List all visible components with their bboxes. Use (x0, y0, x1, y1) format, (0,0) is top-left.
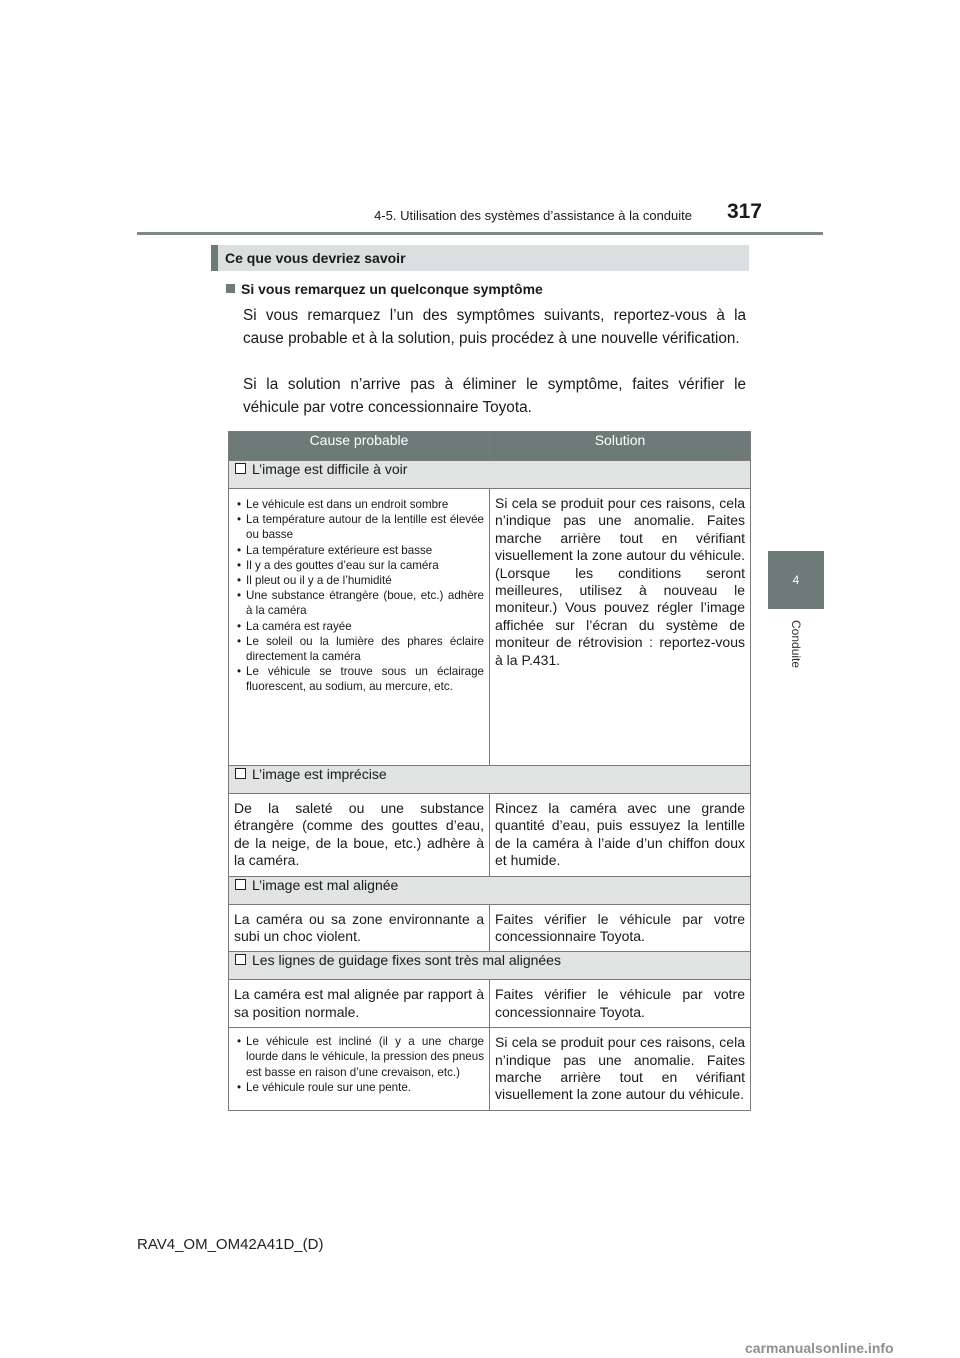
table-header-row (229, 432, 751, 461)
group-title-text: Les lignes de guidage fixes sont très mal alignées (252, 952, 561, 969)
watermark: carmanualsonline.info (745, 1340, 894, 1356)
list-item: • La température extérieure est basse (234, 543, 484, 558)
list-item: • Il pleut ou il y a de l’humidité (234, 573, 484, 588)
cause-list (234, 497, 484, 695)
list-item: • Il y a des gouttes d’eau sur la caméra (234, 558, 484, 573)
chapter-tab-label: Conduite (789, 620, 803, 669)
section-title: 4-5. Utilisation des systèmes d’assistance à la conduite (374, 208, 692, 223)
cause-cell (229, 489, 490, 766)
header-solution: Solution (490, 432, 751, 461)
group-title (229, 952, 751, 980)
group-row (229, 876, 751, 904)
table-row (229, 794, 751, 877)
solution-cell: Faites vérifier le véhicule par votre concessionnaire Toyota. (490, 980, 751, 1028)
cause-list (234, 1034, 484, 1095)
cause-cell: La caméra ou sa zone environnante a subi un choc violent. (229, 904, 490, 952)
symptom-table (228, 431, 751, 1111)
list-item: • Le soleil ou la lumière des phares éclaire directement la caméra (234, 634, 484, 664)
table-row (229, 904, 751, 952)
subsection-title (226, 279, 756, 299)
table-row (229, 1028, 751, 1111)
list-item: • Le véhicule est incliné (il y a une charge lourde dans le véhicule, la pression des pneus est basse en raison d’une crevaison, etc.) (234, 1034, 484, 1080)
group-title-text: L’image est mal alignée (252, 876, 399, 893)
group-title (229, 766, 751, 794)
list-item: • Le véhicule se trouve sous un éclairage fluorescent, au sodium, au mercure, etc. (234, 664, 484, 694)
group-title-text: L’image est difficile à voir (252, 461, 408, 477)
group-title (229, 461, 751, 489)
table-row (229, 489, 751, 766)
document-code: RAV4_OM_OM42A41D_(D) (137, 1236, 324, 1253)
checkbox-icon (235, 768, 246, 779)
intro-paragraph-1: Si vous remarquez l’un des symptômes suivants, reportez-vous à la cause probable et à la solution, puis procédez à une nouvelle vérification. (243, 307, 746, 347)
chapter-tab-number[interactable]: 4 (768, 551, 824, 609)
list-item: • Le véhicule roule sur une pente. (234, 1080, 484, 1095)
group-row (229, 766, 751, 794)
group-row (229, 952, 751, 980)
solution-cell: Si cela se produit pour ces raisons, cela n’indique pas une anomalie. Faites marche arrière tout en vérifiant visuellement la zone autour du véhicule. (Lorsque les conditions seront meilleures, utilisez à nouveau le moniteur.) Vous pouvez régler l’image affichée sur l’écran du système de moniteur de rétrovision : reportez-vous à la P.431. (490, 489, 751, 766)
page-number: 317 (726, 200, 762, 223)
square-bullet-icon (226, 284, 235, 293)
checkbox-icon (235, 879, 246, 890)
group-title (229, 876, 751, 904)
solution-cell: Si cela se produit pour ces raisons, cela n’indique pas une anomalie. Faites marche arrière tout en vérifiant visuellement la zone autour du véhicule. (490, 1028, 751, 1111)
group-row (229, 461, 751, 489)
subsection-title-text: Si vous remarquez un quelconque symptôme (241, 281, 543, 297)
header-cause: Cause probable (229, 432, 490, 461)
group-title-text: L’image est imprécise (252, 766, 387, 782)
list-item: • Le véhicule est dans un endroit sombre (234, 497, 484, 512)
list-item: • La caméra est rayée (234, 619, 484, 634)
checkbox-icon (235, 954, 246, 965)
cause-cell (229, 1028, 490, 1111)
cause-cell: La caméra est mal alignée par rapport à sa position normale. (229, 980, 490, 1028)
intro-paragraph-2: Si la solution n’arrive pas à éliminer le symptôme, faites vérifier le véhicule par votre concessionnaire Toyota. (243, 376, 746, 416)
header-rule (137, 232, 823, 235)
solution-cell: Faites vérifier le véhicule par votre concessionnaire Toyota. (490, 904, 751, 952)
table-row (229, 980, 751, 1028)
list-item: • Une substance étrangère (boue, etc.) adhère à la caméra (234, 588, 484, 618)
cause-cell: De la saleté ou une substance étrangère (comme des gouttes d’eau, de la neige, de la boue, etc.) adhère à la caméra. (229, 794, 490, 877)
list-item: • La température autour de la lentille est élevée ou basse (234, 512, 484, 542)
checkbox-icon (235, 463, 246, 474)
info-box-title: Ce que vous devriez savoir (211, 245, 749, 271)
solution-cell: Rincez la caméra avec une grande quantité d’eau, puis essuyez la lentille de la caméra à l’aide d’un chiffon doux et humide. (490, 794, 751, 877)
